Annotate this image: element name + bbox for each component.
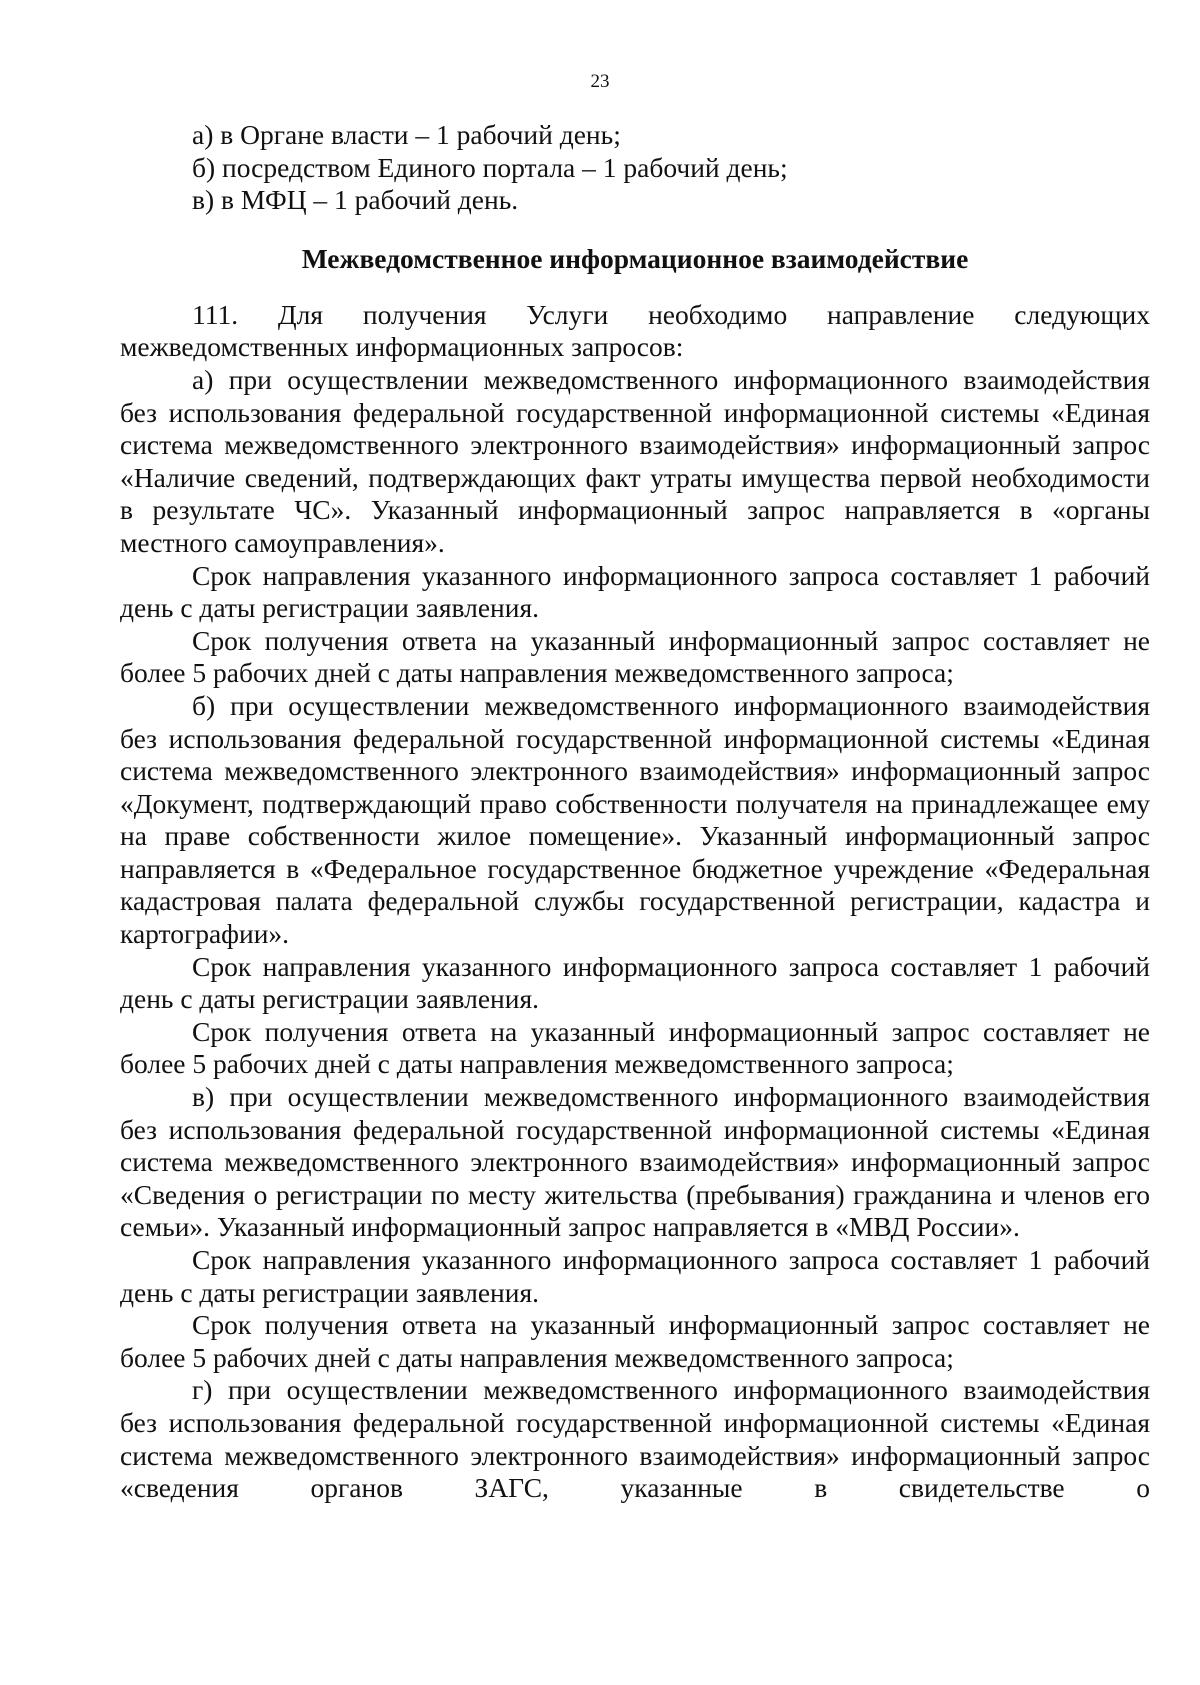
paragraph-request-c-answer-term: Срок получения ответа на указанный информационный запрос составляет не более 5 рабочих дней с даты направления межведомственного запроса; bbox=[120, 1309, 1150, 1373]
section-heading: Межведомственное информационное взаимодействие bbox=[301, 242, 969, 274]
paragraph-request-b-answer-term: Срок получения ответа на указанный информационный запрос составляет не более 5 рабочих дней с даты направления межведомственного запроса; bbox=[120, 1015, 1150, 1080]
paragraph-111: 111. Для получения Услуги необходимо направление следующих межведомственных информационных запросов: bbox=[120, 298, 1150, 363]
paragraph-request-d: г) при осуществлении межведомственного информационного взаимодействия без использования федеральной государственной информационной системы «Единая система межведомственного электронного взаимодействия» информационный запрос «сведения органов ЗАГС, указанные в свидетельстве о bbox=[120, 1374, 1150, 1504]
deadline-item-mfc: в) в МФЦ – 1 рабочий день. bbox=[192, 184, 519, 216]
deadline-item-authority: а) в Органе власти – 1 рабочий день; bbox=[192, 119, 621, 150]
deadline-item-portal: б) посредством Единого портала – 1 рабочий день; bbox=[192, 151, 788, 183]
paragraph-request-b-send-term: Срок направления указанного информационного запроса составляет 1 рабочий день с даты регистрации заявления. bbox=[120, 950, 1150, 1015]
page-number: 23 bbox=[590, 71, 610, 92]
paragraph-request-b: б) при осуществлении межведомственного информационного взаимодействия без использования федеральной государственной информационной системы «Единая система межведомственного электронного взаимодействия» информационный запрос «Документ, подтверждающий право собственности получателя на принадлежащее ему на праве собственности жилое помещение». Указанный информационный запрос направляется в «Федеральное государственное бюджетное учреждение «Федеральная кадастровая палата федеральной службы государственной регистрации, кадастра и картографии». bbox=[120, 689, 1150, 950]
paragraph-request-a-answer-term: Срок получения ответа на указанный информационный запрос составляет не более 5 рабочих дней с даты направления межведомственного запроса; bbox=[120, 624, 1150, 689]
paragraph-request-a: а) при осуществлении межведомственного информационного взаимодействия без использования федеральной государственной информационной системы «Единая система межведомственного электронного взаимодействия» информационный запрос «Наличие сведений, подтверждающих факт утраты имущества первой необходимости в результате ЧС». Указанный информационный запрос направляется в «органы местного самоуправления». bbox=[120, 363, 1150, 558]
document-body bbox=[120, 119, 1150, 1505]
paragraph-request-a-send-term: Срок направления указанного информационного запроса составляет 1 рабочий день с даты регистрации заявления. bbox=[120, 559, 1150, 624]
paragraph-request-c-send-term: Срок направления указанного информационного запроса составляет 1 рабочий день с даты регистрации заявления. bbox=[120, 1244, 1150, 1308]
paragraph-request-c: в) при осуществлении межведомственного информационного взаимодействия без использования федеральной государственной информационной системы «Единая система межведомственного электронного взаимодействия» информационный запрос «Сведения о регистрации по месту жительства (пребывания) гражданина и членов его семьи». Указанный информационный запрос направляется в «МВД России». bbox=[120, 1081, 1150, 1243]
